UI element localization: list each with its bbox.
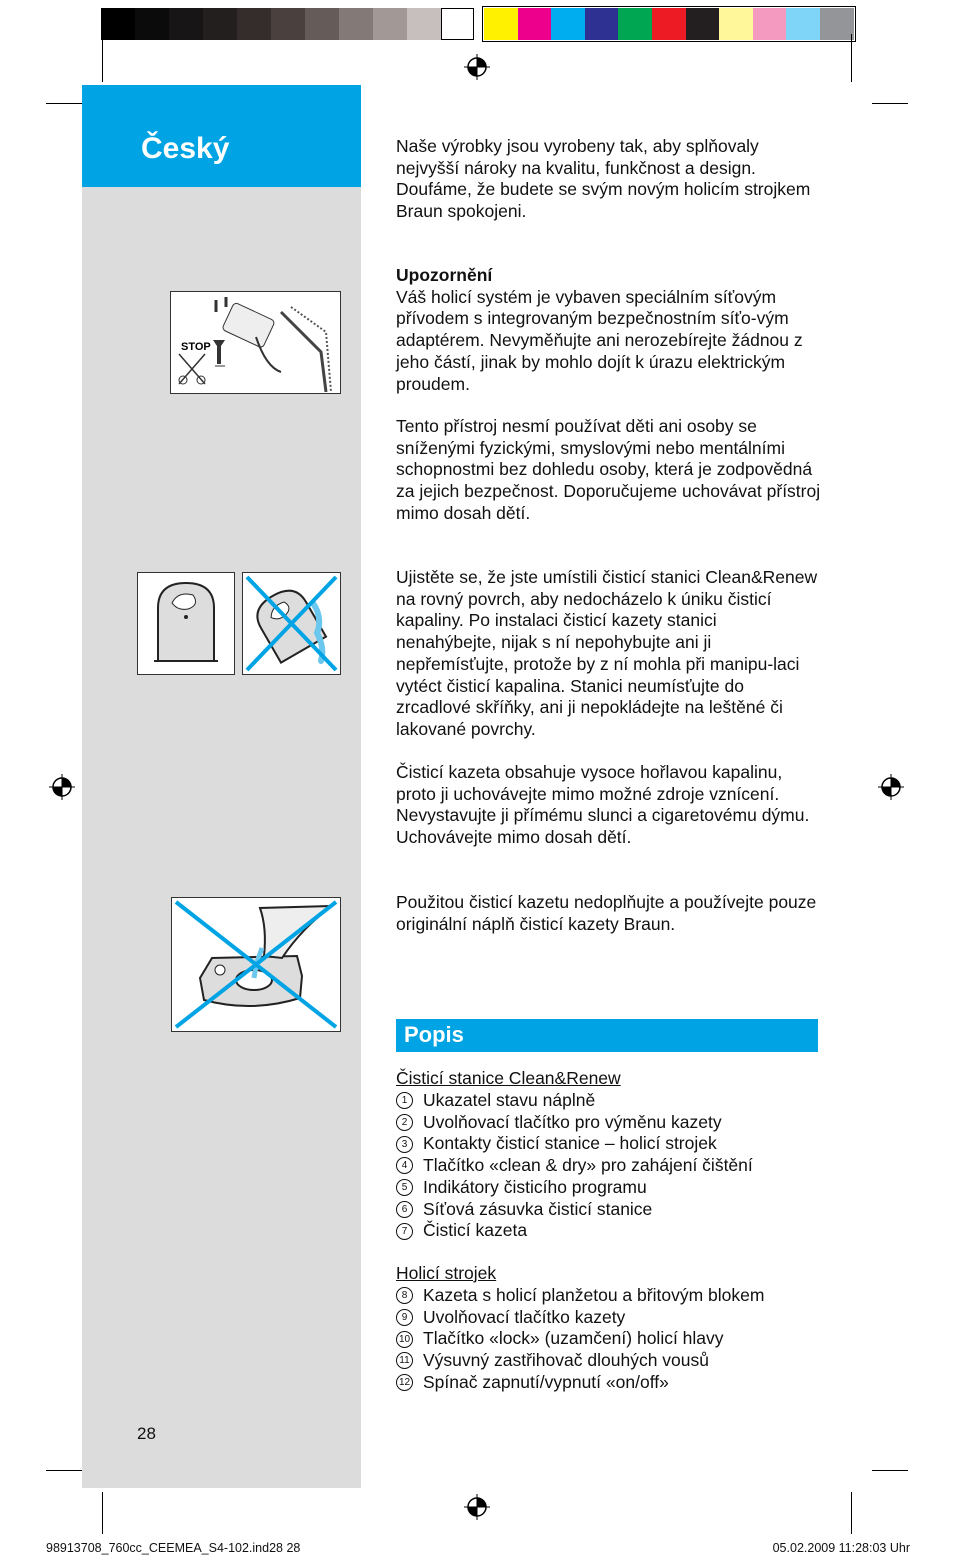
gray-swatch: [305, 8, 339, 40]
crop-mark: [102, 1492, 103, 1534]
item-number-badge: 3: [396, 1136, 413, 1153]
list-item: [396, 1328, 764, 1350]
list-item: [396, 1090, 753, 1112]
crop-mark: [46, 103, 82, 104]
gray-swatch: [441, 8, 474, 40]
item-number-badge: 6: [396, 1201, 413, 1218]
stop-label: STOP: [181, 341, 211, 353]
power-cord-warning-illustration: [170, 291, 341, 394]
list-item: [396, 1220, 753, 1242]
list-item-text: Uvolňovací tlačítko pro výměnu kazety: [423, 1111, 722, 1132]
list-item: [396, 1112, 753, 1134]
gray-swatch: [373, 8, 407, 40]
gray-swatch: [101, 8, 135, 40]
page-title: Český: [141, 132, 230, 165]
gray-swatch: [135, 8, 169, 40]
item-number-badge: 11: [396, 1352, 413, 1369]
warning-heading: Upozornění: [396, 265, 493, 285]
crop-mark: [46, 1470, 82, 1471]
gray-swatch: [169, 8, 203, 40]
footer-timestamp: 05.02.2009 11:28:03 Uhr: [772, 1541, 910, 1555]
list-item-text: Kontakty čisticí stanice – holicí strojek: [423, 1133, 717, 1154]
item-number-badge: 1: [396, 1092, 413, 1109]
list-item: [396, 1199, 753, 1221]
registration-mark-icon: [464, 1494, 490, 1520]
crop-mark: [102, 34, 103, 82]
station-parts-list: [396, 1090, 753, 1242]
warning-paragraph: Použitou čisticí kazetu nedoplňujte a používejte pouze originální náplň čisticí kazety Braun.: [396, 892, 817, 934]
item-number-badge: 5: [396, 1179, 413, 1196]
refill-warning-illustration: [171, 897, 341, 1032]
list-item-text: Ukazatel stavu náplně: [423, 1090, 596, 1110]
gray-swatch: [271, 8, 305, 40]
item-number-badge: 10: [396, 1331, 413, 1348]
registration-mark-icon: [878, 774, 904, 800]
list-item: [396, 1155, 753, 1177]
cleaning-station-illustration: [137, 572, 235, 675]
item-number-badge: 8: [396, 1287, 413, 1304]
list-item: [396, 1350, 764, 1372]
gray-swatch: [339, 8, 373, 40]
list-item: [396, 1133, 753, 1155]
station-list-heading: Čisticí stanice Clean&Renew: [396, 1068, 621, 1088]
warning-paragraph: Ujistěte se, že jste umístili čisticí stanici Clean&Renew na rovný povrch, aby nedocházelo k úniku čisticí kapaliny. Po instalaci čisticí kazety stanici nenahýbejte, nijak s ní nepohybujte ani ji nepřemísťujte, protože by z ní mohla při manipu-laci vytéct čisticí kapalina. Stanici neumísťujte do zrcadlové skříňky, ani ji nepokládejte na leštěné či lakované povrchy.: [396, 567, 818, 739]
list-item-text: Tlačítko «clean & dry» pro zahájení čištění: [423, 1155, 753, 1176]
footer-file-info: 98913708_760cc_CEEMEA_S4-102.ind28 28: [46, 1541, 301, 1555]
registration-mark-icon: [49, 774, 75, 800]
warning-paragraph: Čisticí kazeta obsahuje vysoce hořlavou kapalinu, proto ji uchovávejte mimo možné zdroje vznícení. Nevystavujte ji přímému slunci a cigaretovému dýmu. Uchovávejte mimo dosah dětí.: [396, 762, 810, 848]
gray-swatch: [203, 8, 237, 40]
item-number-badge: 9: [396, 1309, 413, 1326]
crop-mark: [872, 103, 908, 104]
crop-mark: [851, 1492, 852, 1534]
list-item-text: Síťová zásuvka čisticí stanice: [423, 1198, 653, 1219]
list-item-text: Uvolňovací tlačítko kazety: [423, 1306, 626, 1327]
list-item-text: Výsuvný zastřihovač dlouhých vousů: [423, 1350, 709, 1371]
shaver-parts-list: [396, 1285, 764, 1394]
warning-section: [396, 265, 821, 395]
gray-swatch: [407, 8, 441, 40]
warning-paragraph: Tento přístroj nesmí používat děti ani osoby se sníženými fyzickými, smyslovými nebo mentálními schopnostmi bez dohledu osoby, která je zodpovědná za jejich bezpečnost. Doporučujeme uchovávat přístroj mimo dosah dětí.: [396, 416, 821, 523]
list-item: [396, 1372, 764, 1394]
list-item-text: Tlačítko «lock» (uzamčení) holicí hlavy: [423, 1328, 724, 1349]
shaver-list-heading: Holicí strojek: [396, 1263, 497, 1283]
crop-mark: [872, 1470, 908, 1471]
warning-paragraph: Váš holicí systém je vybaven speciálním síťovým přívodem s integrovaným bezpečnostním síťo-vým adaptérem. Nevyměňujte ani nerozebírejte žádnou z jeho částí, jinak by mohlo dojít k úrazu elektrickým proudem.: [396, 286, 803, 394]
gray-swatch: [237, 8, 271, 40]
crop-mark: [851, 34, 852, 82]
list-item: [396, 1285, 764, 1307]
list-item: [396, 1177, 753, 1199]
list-item-text: Spínač zapnutí/vypnutí «on/off»: [423, 1371, 669, 1392]
item-number-badge: 12: [396, 1374, 413, 1391]
page-number: 28: [137, 1424, 156, 1443]
color-bar-frame: [482, 6, 856, 42]
list-item-text: Indikátory čisticího programu: [423, 1176, 647, 1197]
registration-mark-icon: [464, 54, 490, 80]
section-title: Popis: [404, 1022, 464, 1047]
tilted-station-warning-illustration: [242, 572, 341, 675]
item-number-badge: 7: [396, 1223, 413, 1240]
item-number-badge: 4: [396, 1157, 413, 1174]
list-item: [396, 1307, 764, 1329]
list-item-text: Čisticí kazeta: [423, 1220, 528, 1241]
list-item-text: Kazeta s holicí planžetou a břitovým blokem: [423, 1285, 765, 1305]
item-number-badge: 2: [396, 1114, 413, 1131]
intro-paragraph: Naše výrobky jsou vyrobeny tak, aby splňovaly nejvyšší nároky na kvalitu, funkčnost a design. Doufáme, že budete se svým novým holicím strojkem Braun spokojeni.: [396, 136, 811, 222]
